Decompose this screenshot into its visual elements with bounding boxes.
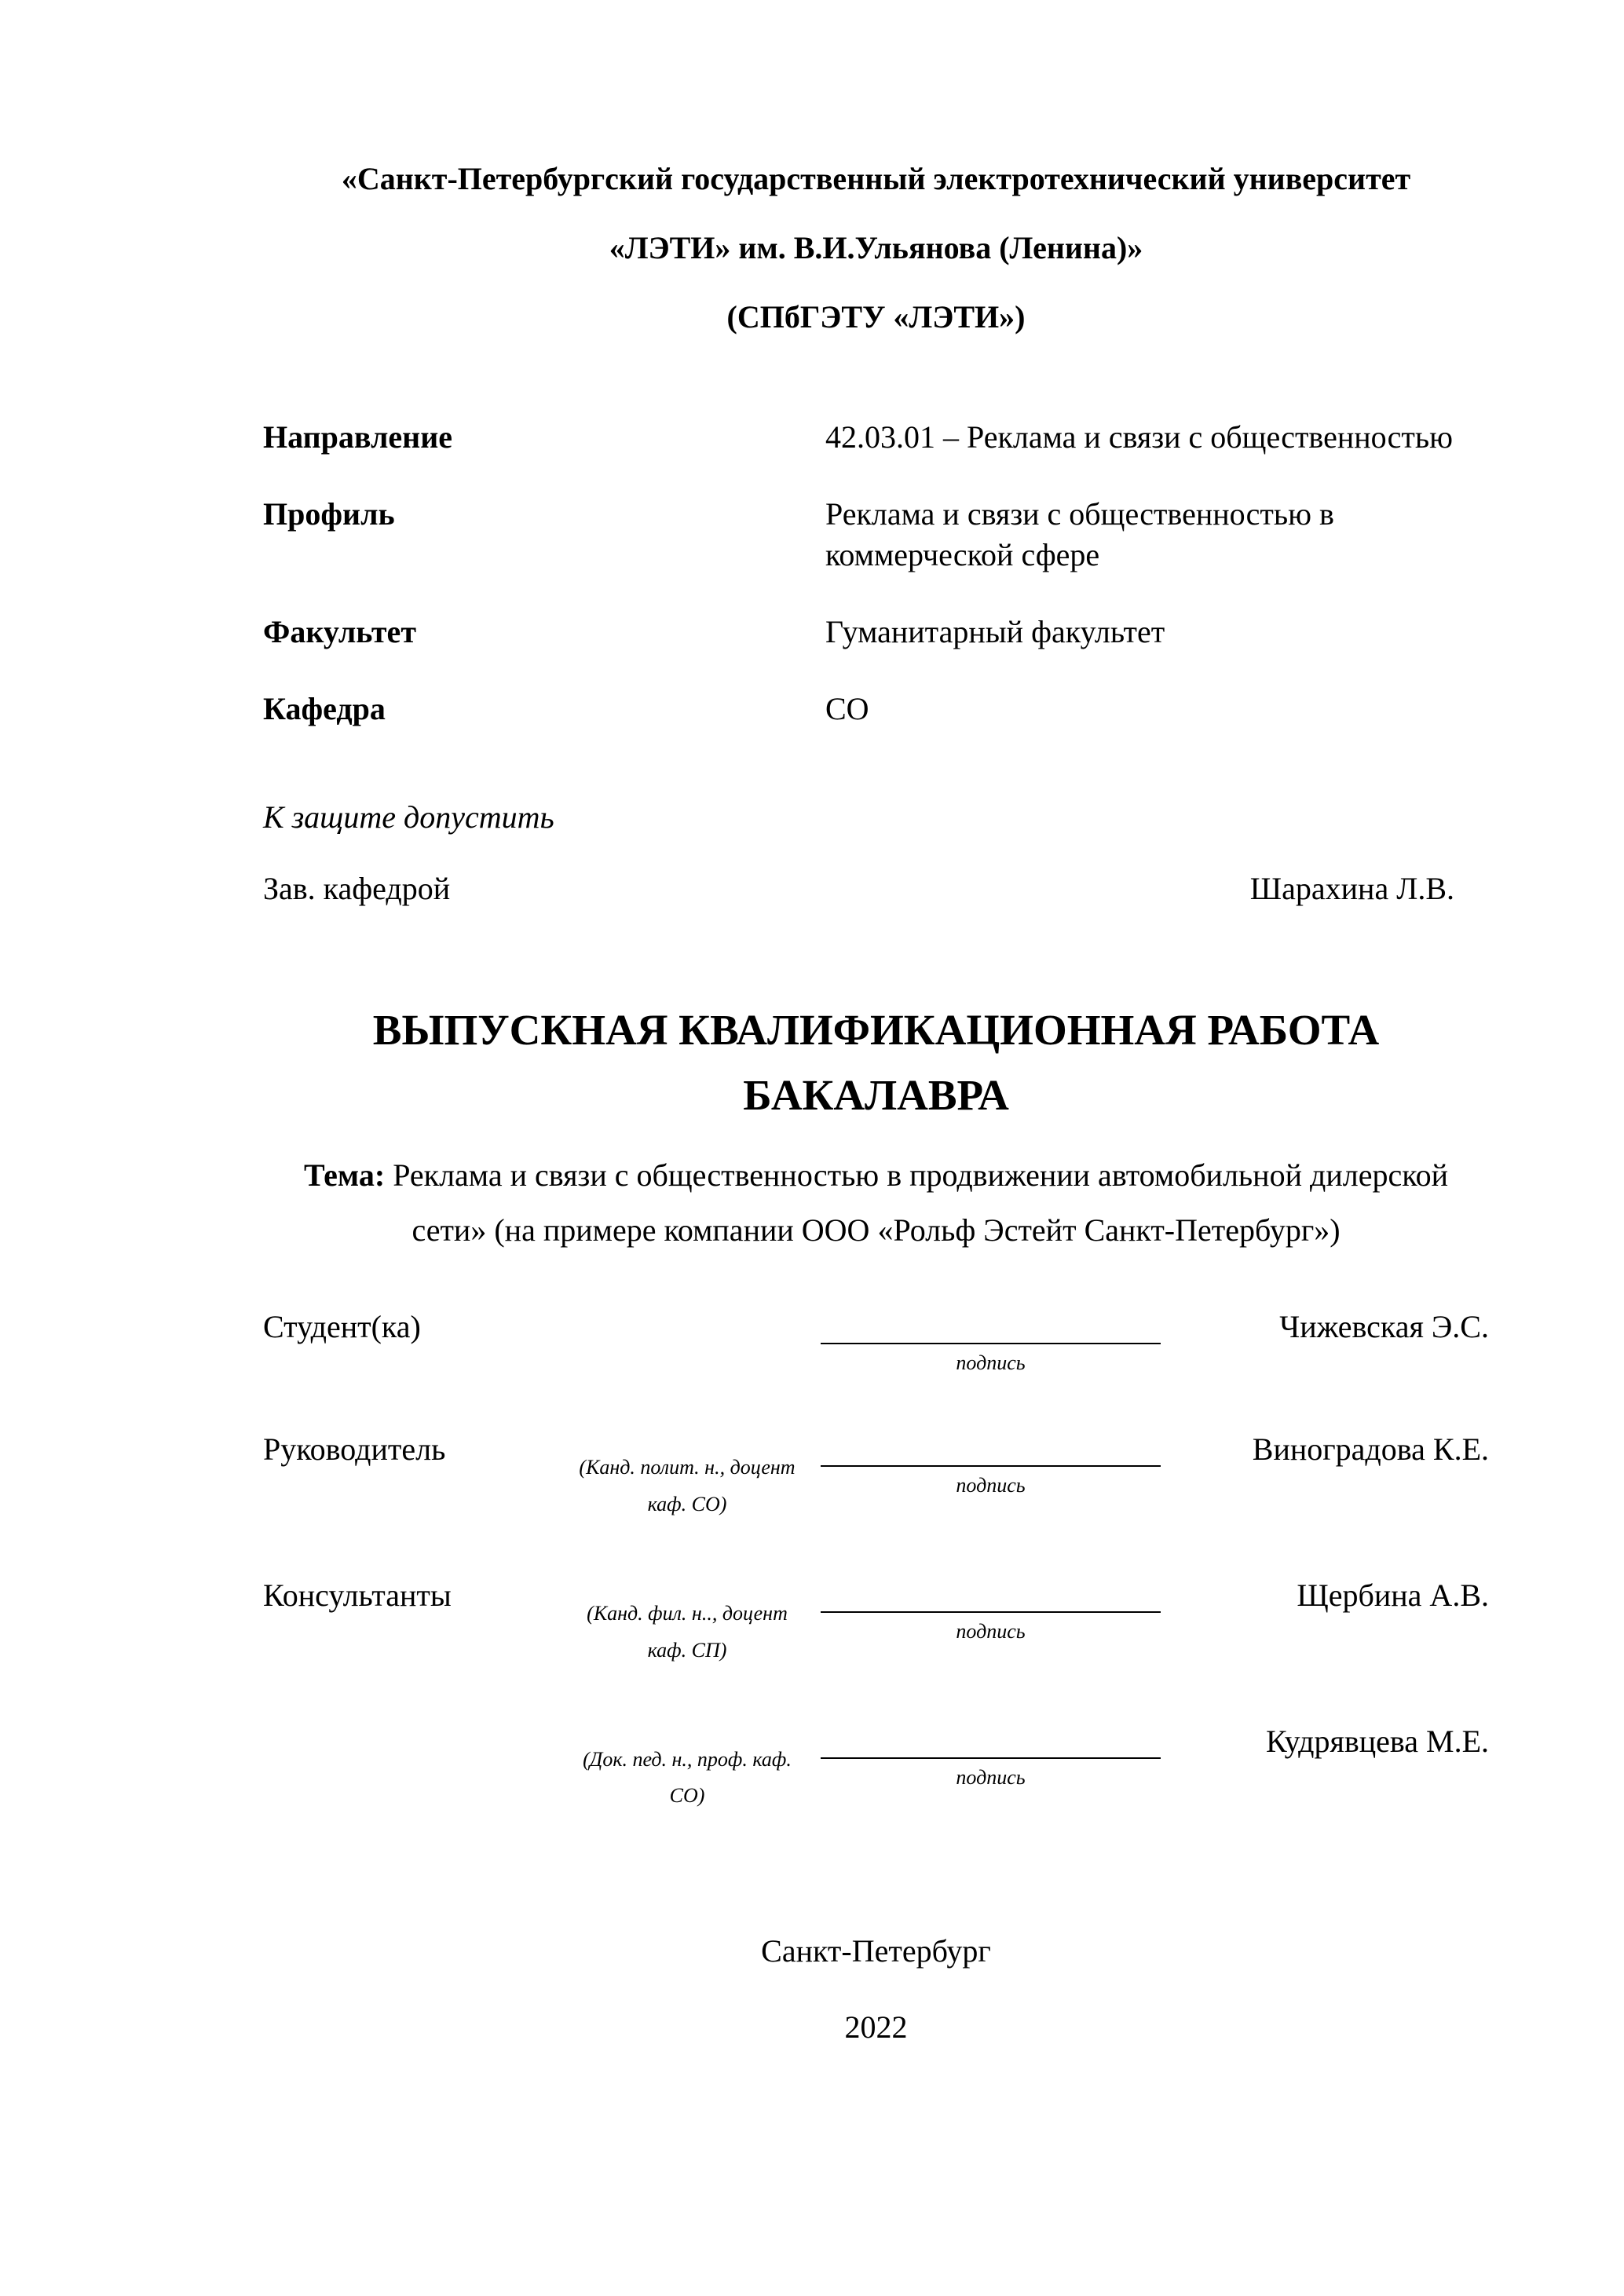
- admission-statement: К защите допустить: [263, 799, 554, 835]
- info-value-profile: Реклама и связи с общественностью в коммерческой сфере: [825, 496, 1334, 572]
- signature-name-supervisor: Виноградова К.Е.: [1252, 1431, 1489, 1468]
- info-label-faculty: Факультет: [263, 614, 416, 649]
- info-label-department: Кафедра: [263, 691, 386, 726]
- signature-line: [821, 1720, 1161, 1759]
- admission-name: Шарахина Л.В.: [1249, 871, 1454, 906]
- signature-line: [821, 1428, 1161, 1467]
- info-row-faculty: [263, 612, 1489, 653]
- signature-field-consultant-1: [821, 1574, 1161, 1646]
- signature-field-student: [821, 1305, 1161, 1377]
- signature-role-student: Студент(ка): [263, 1309, 421, 1344]
- signature-name-consultant-1: Щербина А.В.: [1297, 1577, 1489, 1613]
- thesis-title: [263, 998, 1489, 1128]
- thesis-topic: [263, 1148, 1489, 1258]
- signature-line: [821, 1574, 1161, 1613]
- signature-qualification-supervisor: (Канд. полит. н., доцент каф. СО): [579, 1456, 796, 1516]
- signature-qualification-student: [554, 1305, 821, 1327]
- signature-field-consultant-2: [821, 1720, 1161, 1792]
- signature-caption: подпись: [956, 1765, 1026, 1789]
- signature-caption: подпись: [956, 1351, 1026, 1374]
- signature-row-consultant-1: [263, 1574, 1489, 1669]
- footer-city: Санкт-Петербург: [761, 1933, 991, 1969]
- university-name-line3: (СПбГЭТУ «ЛЭТИ»): [726, 299, 1026, 335]
- signature-row-consultant-2: [263, 1720, 1489, 1815]
- admission-label: Зав. кафедрой: [263, 871, 451, 906]
- admission-row: [263, 870, 1489, 907]
- signatures-block: [263, 1305, 1489, 1815]
- topic-label: Тема:: [303, 1157, 386, 1193]
- topic-text: Реклама и связи с общественностью в продвижении автомобильной дилерской сети» (на примере компании ООО «Рольф Эстейт Санкт-Петербург»): [385, 1157, 1449, 1248]
- university-header: [263, 161, 1489, 335]
- signature-caption: подпись: [956, 1619, 1026, 1643]
- info-label-direction: Направление: [263, 419, 452, 455]
- signature-row-supervisor: [263, 1428, 1489, 1523]
- info-row-profile: [263, 494, 1489, 576]
- footer-block: [263, 1932, 1489, 2046]
- info-value-faculty: Гуманитарный факультет: [825, 614, 1165, 649]
- signature-row-student: [263, 1305, 1489, 1377]
- footer-year: 2022: [844, 2009, 908, 2046]
- admission-block: [263, 799, 1489, 907]
- thesis-title-line2: БАКАЛАВРА: [743, 1070, 1009, 1119]
- signature-qualification-consultant-1: (Канд. фил. н.., доцент каф. СП): [587, 1601, 788, 1662]
- university-name-line2: «ЛЭТИ» им. В.И.Ульянова (Ленина)»: [609, 230, 1143, 265]
- signature-name-student: Чижевская Э.С.: [1279, 1309, 1489, 1344]
- info-row-direction: [263, 417, 1489, 458]
- signature-qualification-consultant-2: (Док. пед. н., проф. каф. СО): [583, 1747, 792, 1808]
- info-value-department: СО: [825, 691, 869, 726]
- signature-field-supervisor: [821, 1428, 1161, 1500]
- signature-name-consultant-2: Кудрявцева М.Е.: [1265, 1723, 1489, 1759]
- thesis-title-line1: ВЫПУСКНАЯ КВАЛИФИКАЦИОННАЯ РАБОТА: [372, 1006, 1380, 1054]
- signature-line: [821, 1305, 1161, 1344]
- info-value-direction: 42.03.01 – Реклама и связи с общественностью: [825, 419, 1454, 455]
- info-row-department: [263, 689, 1489, 729]
- signature-role-empty: [263, 1720, 554, 1723]
- signature-role-consultants: Консультанты: [263, 1577, 452, 1613]
- university-name-line1: «Санкт-Петербургский государственный электротехнический университет: [341, 161, 1411, 196]
- program-info: [263, 417, 1489, 729]
- signature-role-supervisor: Руководитель: [263, 1431, 446, 1468]
- info-label-profile: Профиль: [263, 496, 395, 532]
- signature-caption: подпись: [956, 1474, 1026, 1497]
